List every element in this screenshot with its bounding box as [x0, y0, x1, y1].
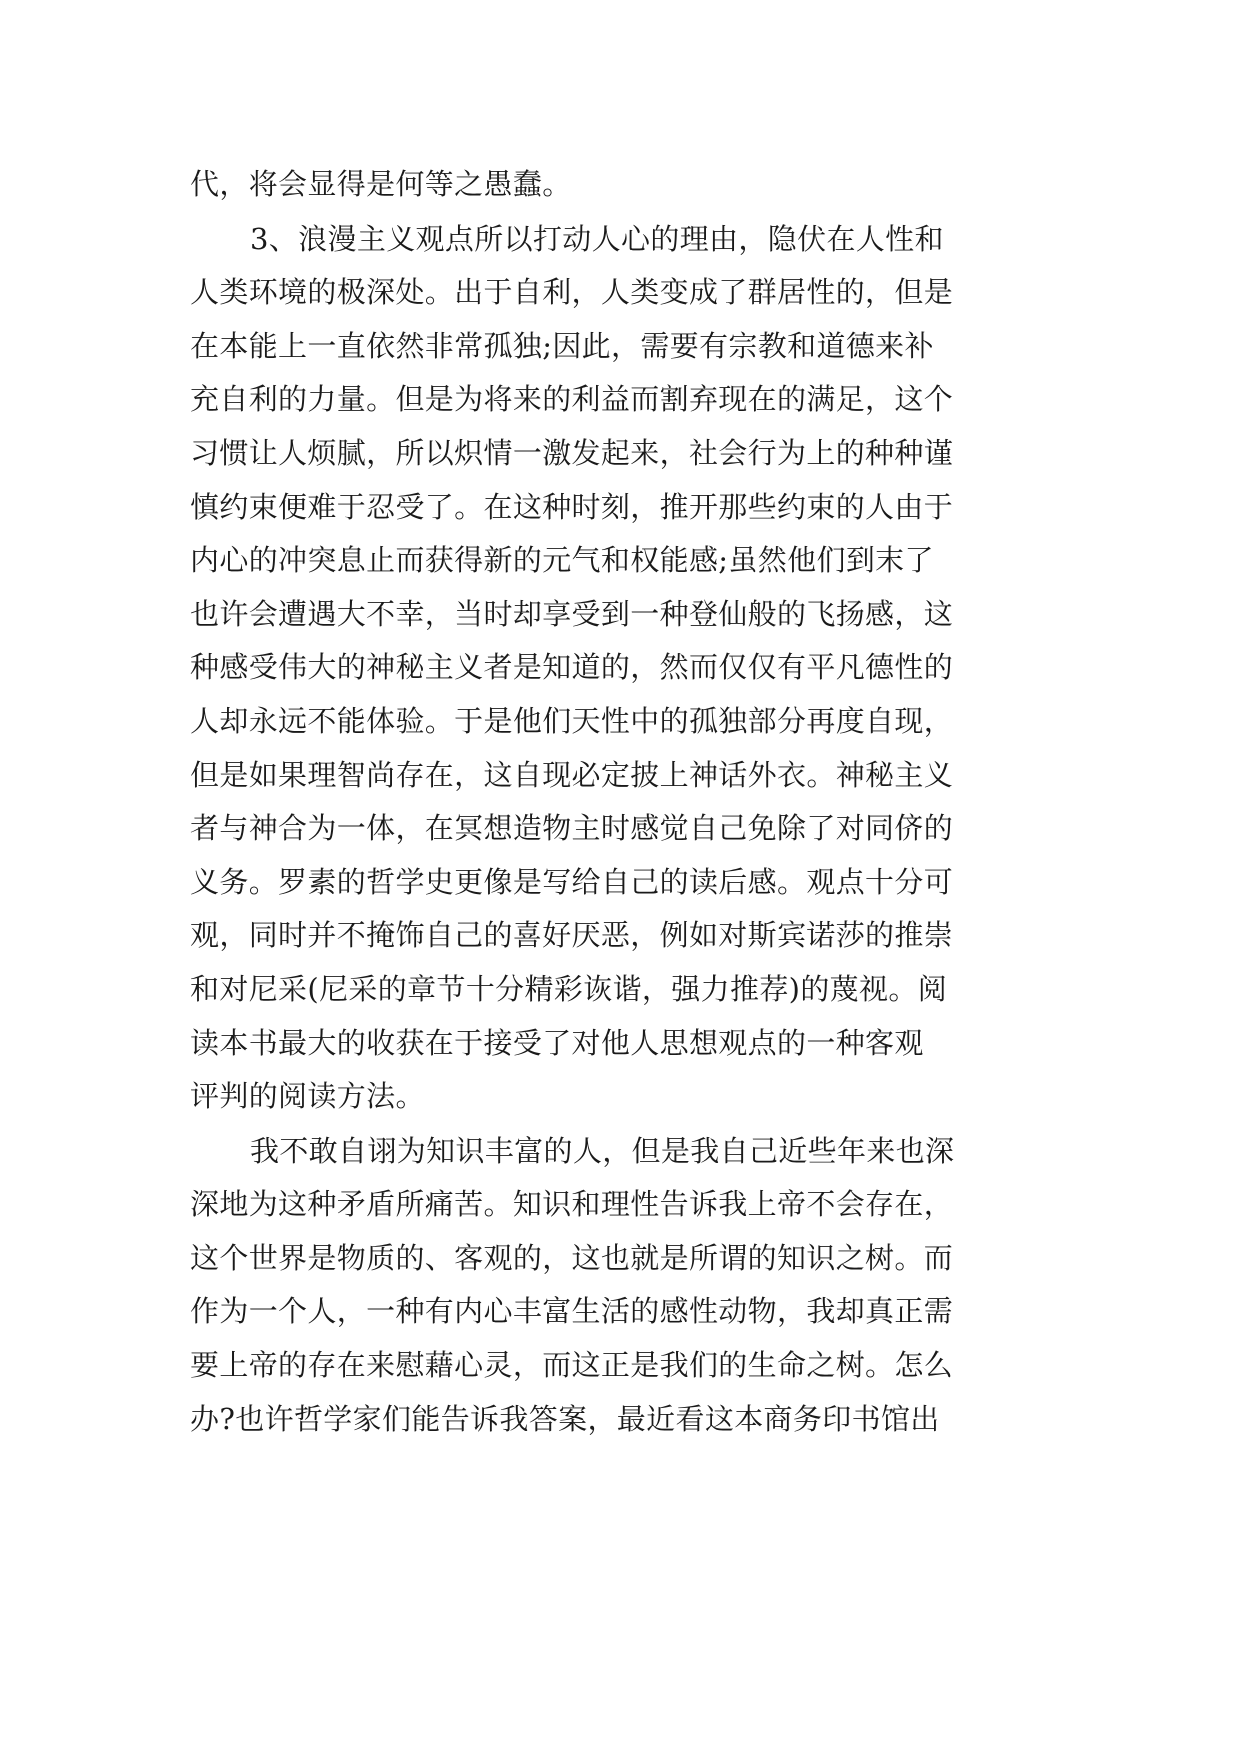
text-line: 这个世界是物质的、客观的，这也就是所谓的知识之树。而: [190, 1240, 954, 1275]
text-line: 办?也许哲学家们能告诉我答案，最近看这本商务印书馆出: [190, 1401, 940, 1436]
text-line: 但是如果理智尚存在，这自现必定披上神话外衣。神秘主义: [190, 757, 954, 792]
text-line: 作为一个人，一种有内心丰富生活的感性动物，我却真正需: [190, 1294, 954, 1329]
text-line: 读本书最大的收获在于接受了对他人思想观点的一种客观: [190, 1025, 924, 1060]
paragraph-continuation: [190, 158, 1060, 212]
text-line: 者与神合为一体，在冥想造物主时感觉自己免除了对同侪的: [190, 811, 954, 846]
text-line: 内心的冲突息止而获得新的元气和权能感;虽然他们到末了: [190, 543, 934, 578]
text-line: 义务。罗素的哲学史更像是写给自己的读后感。观点十分可: [190, 864, 954, 899]
text-line: 深地为这种矛盾所痛苦。知识和理性告诉我上帝不会存在，: [190, 1187, 954, 1222]
text-line: 人却永远不能体验。于是他们天性中的孤独部分再度自现，: [190, 703, 954, 738]
text-line: 要上帝的存在来慰藉心灵，而这正是我们的生命之树。怎么: [190, 1348, 954, 1383]
text-line: 人类环境的极深处。出于自利，人类变成了群居性的，但是: [190, 275, 954, 310]
text-line: 充自利的力量。但是为将来的利益而割弃现在的满足，这个: [190, 382, 954, 417]
text-line: 3、浪漫主义观点所以打动人心的理由，隐伏在人性和: [250, 221, 944, 256]
paragraph-knowledge: [190, 1125, 1060, 1447]
text-line: 种感受伟大的神秘主义者是知道的，然而仅仅有平凡德性的: [190, 650, 954, 685]
text-line: 我不敢自诩为知识丰富的人，但是我自己近些年来也深: [250, 1133, 955, 1168]
text-line: 观，同时并不掩饰自己的喜好厌恶，例如对斯宾诺莎的推崇: [190, 918, 954, 953]
text-line: 在本能上一直依然非常孤独;因此，需要有宗教和道德来补: [190, 328, 934, 363]
text-line: 和对尼采(尼采的章节十分精彩诙谐，强力推荐)的蔑视。阅: [190, 971, 948, 1006]
text-line: 也许会遭遇大不幸，当时却享受到一种登仙般的飞扬感，这: [190, 596, 954, 631]
text-line: 慎约束便难于忍受了。在这种时刻，推开那些约束的人由于: [190, 489, 954, 524]
text-line: 习惯让人烦腻，所以炽情一激发起来，社会行为上的种种谨: [190, 435, 954, 470]
text-line: 评判的阅读方法。: [190, 1079, 425, 1114]
body-text: [190, 158, 1060, 1446]
text-line: 代，将会显得是何等之愚蠢。: [190, 167, 572, 201]
paragraph-romanticism: [190, 213, 1060, 1124]
